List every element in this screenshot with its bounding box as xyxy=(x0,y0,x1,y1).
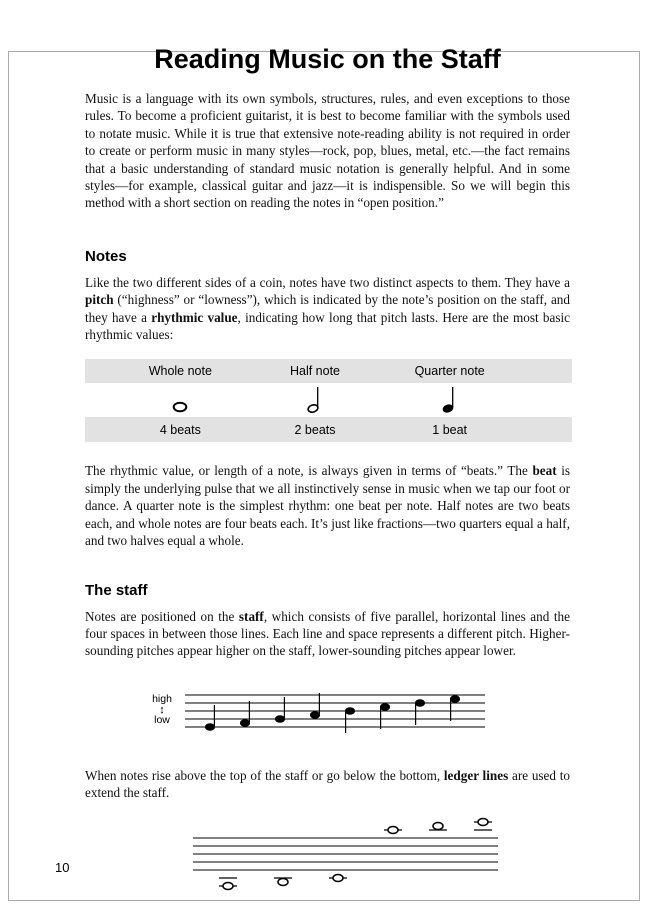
ledger-paragraph: When notes rise above the top of the staff or go below the bottom, ledger lines are used to extend the staff. xyxy=(85,767,571,801)
low-label: low xyxy=(154,713,170,726)
intro-paragraph: Music is a language with its own symbols, structures, rules, and even exceptions to those rules. To become a proficient guitarist, it is best to become familiar with the symbols used to notate music. While it is true that extensive note-reading ability is not required in order to create or perform music in many styles—rock, pop, blues, metal, etc.—the fact remains that a basic understanding of standard music notation is generally helpful. And in some styles—for example, classical guitar and jazz—it is indispensible. So we will begin this method with a short section on reading the notes in “open position.” xyxy=(85,91,570,211)
column-label-quarter-note: Quarter note xyxy=(414,364,485,379)
page-number: 10 xyxy=(55,860,70,875)
rhythm-table-labels-row xyxy=(85,359,572,383)
notes-paragraph: Like the two different sides of a coin, notes have two distinct aspects to them. They have a pitch (“highness” or “lowness”), which is indicated by the note’s position on the staff, and they have a rhythmic value, indicating how long that pitch lasts. Here are the most basic rhythmic values: xyxy=(85,274,570,343)
ledger-lines-staff-diagram xyxy=(193,812,570,896)
section-heading-notes: Notes xyxy=(85,247,127,265)
rhythm-table-beats-row xyxy=(85,417,572,442)
rhythm-table-symbols-row xyxy=(85,383,572,417)
book-page xyxy=(0,44,648,896)
updown-arrow-icon: ↕ xyxy=(159,703,165,716)
after-table-paragraph: The rhythmic value, or length of a note, is always given in terms of “beats.” The beat is simply the underlying pulse that we all instinctively sense in music when we tap our foot or dance. A quarter note is the simplest rhythm: one beat per note. Half notes are two beats each, and whole notes are four beats each. It’s just like fractions—two quarters equal a half, and two halves equal a whole. xyxy=(85,463,570,549)
column-label-whole-note: Whole note xyxy=(148,364,212,379)
page-title: Reading Music on the Staff xyxy=(154,44,501,74)
ascending-notes-staff xyxy=(185,679,485,741)
beats-label-quarter: 1 beat xyxy=(432,422,468,437)
high-label: high xyxy=(152,692,172,705)
section-heading-staff: The staff xyxy=(85,581,148,599)
staff-paragraph: Notes are positioned on the staff, which consists of five parallel, horizontal lines and the four spaces in between those lines. Each line and space represents a different pitch. Higher-sounding pitches appear higher on the staff, lower-sounding pitches appear lower. xyxy=(85,608,571,659)
rhythm-values-table xyxy=(85,359,572,442)
staff-diagram xyxy=(147,679,570,741)
beats-label-whole: 4 beats xyxy=(159,422,201,437)
ledger-lines-staff xyxy=(193,812,498,896)
half-note-icon xyxy=(248,384,383,417)
high-low-labels xyxy=(147,694,177,726)
quarter-note-icon xyxy=(382,384,517,417)
beats-label-half: 2 beats xyxy=(294,422,336,437)
whole-note-icon xyxy=(113,400,248,417)
column-label-half-note: Half note xyxy=(289,364,340,379)
